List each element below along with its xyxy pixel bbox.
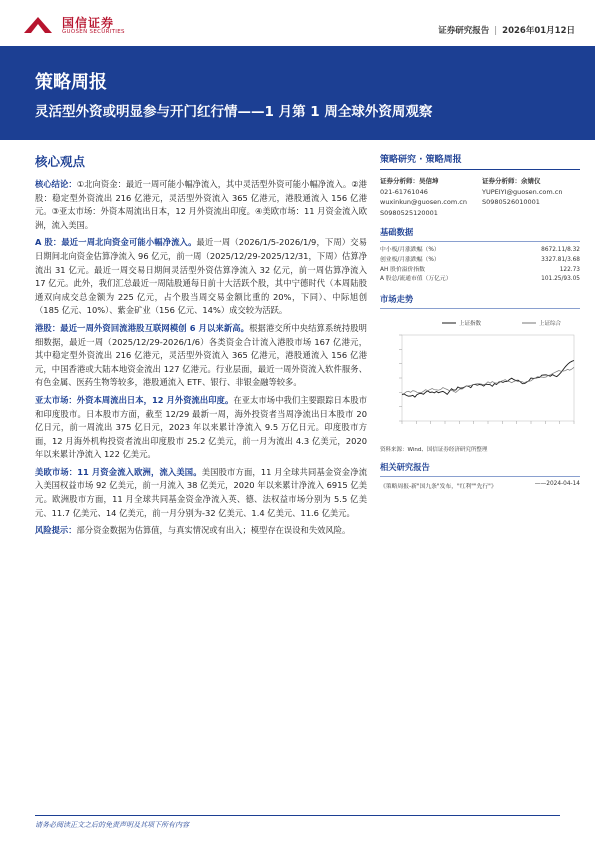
- paragraph-text: ①北向资金：最近一周可能小幅净流入，其中灵活型外资可能小幅净流入。②港股：稳定型外资流出 216 亿港元，灵活型外资流入 365 亿港元，港股通流入 156 亿港元。③亚太市场：外资本周流出日本，12 月外资流出印度。④美欧市场：11 月资金流入欧洲，流入美国。: [35, 179, 367, 230]
- logo-text-en: GUOSEN SECURITIES: [62, 29, 125, 35]
- chart-source: 资料来源：Wind、国信证券经济研究所整理: [380, 446, 488, 453]
- paragraph-text: 部分资金数据为估算值，与真实情况或有出入；模型存在误设和失效风险。: [76, 525, 351, 536]
- analyst-cert: S0980525120001: [380, 208, 438, 217]
- report-date: 2026年01月12日: [502, 26, 575, 36]
- chart-frame: [402, 335, 574, 421]
- basic-data-value: 3327.81/3.68: [541, 256, 580, 263]
- paragraph-text: 美国股市方面，11 月全球共同基金资金净流入美国权益市场 92 亿美元，前一月流入 38 亿美元，2020 年以来累计净流入 6915 亿美元。欧洲股市方面，11 月全球共同基金资金净流入英、德、法权益市场分别为 5.5 亿美元、11.7 亿美元、14 亿美元，前一月分别为-32 亿美元、1.4 亿美元、11.6 亿美元。: [35, 466, 368, 518]
- report-title: 策略周报: [35, 72, 107, 93]
- market-chart: [380, 313, 580, 443]
- header-separator: |: [494, 26, 498, 36]
- page-header: [0, 0, 595, 46]
- basic-data-title: 基础数据: [380, 226, 580, 242]
- basic-data-row: [380, 275, 580, 285]
- title-banner: [0, 46, 595, 140]
- paragraph-label: 核心结论：: [35, 179, 77, 189]
- core-heading: 核心观点: [35, 154, 86, 169]
- basic-data-value: 122.73: [559, 266, 580, 273]
- basic-data-value: 101.25/93.05: [541, 276, 580, 283]
- header-meta: [438, 24, 575, 36]
- market-chart-title: 市场走势: [380, 293, 580, 309]
- guosen-logo: [20, 13, 170, 37]
- core-paragraph: [35, 524, 367, 538]
- related-title: 相关研究报告: [380, 461, 580, 477]
- paragraph-label: A 股：最近一周北向资金可能小幅净流入。: [35, 237, 197, 248]
- related-report-date: ——2024-04-14: [534, 480, 580, 487]
- logo-text-cn: 国信证券: [62, 16, 115, 30]
- analyst-1: [380, 176, 478, 218]
- core-paragraphs: [35, 178, 367, 538]
- guosen-logo-icon: [20, 13, 56, 37]
- footer-divider: [35, 815, 560, 816]
- core-paragraph: [35, 322, 367, 390]
- core-paragraph: [35, 178, 367, 232]
- paragraph-text: 最近一周（2026/1/5-2026/1/9，下周）交易日期间北向资金估算净流入 96 亿元，前一周（2025/12/29-2025/12/31，下周）估算净流出 31 亿元。最近一周交易日期间灵活型外资估算净流入 32 亿元，前一周估算净流入 17 亿元。此外，我们汇总最近一周陆股通每日前十大活跃个股，其中宁德时代（本周陆股通双向成交总金额为 225 亿元，占个股当周交易金额比重的 20%，下同）、中际旭创（185 亿元、10%）、紫金矿业（156 亿元、14%）成交较为活跃。: [35, 237, 368, 316]
- report-subtitle: 灵活型外资或明显参与开门红行情——1 月第 1 周全球外资周观察: [35, 104, 433, 120]
- sidebar-header: 策略研究 · 策略周报: [380, 152, 580, 170]
- basic-data-value: 8672.11/8.32: [541, 247, 580, 254]
- core-paragraph: [35, 236, 367, 318]
- footer-disclaimer: 请务必阅读正文之后的免责声明及其项下所有内容: [35, 821, 189, 829]
- analyst-name: 证券分析师：吴信坤: [380, 177, 439, 185]
- core-section: [35, 152, 367, 542]
- analyst-cert: S0980526010001: [482, 198, 540, 207]
- paragraph-label: 风险提示：: [35, 525, 77, 536]
- basic-data-table: [380, 246, 580, 284]
- paragraph-label: 亚太市场：外资本周流出日本，12 月外资流出印度。: [35, 394, 234, 405]
- report-type: 证券研究报告: [438, 26, 490, 36]
- market-chart-svg: [380, 313, 580, 443]
- basic-data-key: 中小板/月涨跌幅（%）: [380, 247, 440, 254]
- legend-label: 上证综合: [539, 320, 562, 327]
- paragraph-text: 在亚太市场中我们主要跟踪日本股市和印度股市。日本股市方面，截至 12/29 最新一周，海外投资者当周净流出日本股市 20 亿日元，前一周流出 375 亿日元，2023 年以来累计净流入 9.5 万亿日元。印度股市方面，12 月海外机构投资者流出印度股市 25.2 亿美元，前一月为流出 4.3 亿美元，2020 年以来累计净流入 122 亿美元。: [35, 394, 367, 460]
- paragraph-label: 美欧市场：11 月资金流入欧洲，流入美国。: [35, 466, 202, 477]
- series-line-1: [402, 367, 574, 394]
- basic-data-row: [380, 246, 580, 256]
- core-paragraph: [35, 394, 367, 462]
- paragraph-text: 根据港交所中央结算系统持股明细数据，最近一周（2025/12/29-2026/1/6）各类资金合计流入港股市场 167 亿港元，其中稳定型外资流出 216 亿港元，灵活型外资流入 365 亿港元，港股通流入 156 亿港元，中国香港或大陆本地资金流出 127 亿港元。行业层面，最近一周外资流入软件服务、有色金属、医药生物等较多，港股通流入 ETF、银行、非银金融等较多。: [35, 322, 367, 388]
- analyst-info: [380, 176, 580, 218]
- paragraph-label: 港股：最近一周外资回流港股互联网模创 6 月以来新高。: [35, 322, 250, 333]
- related-report-title[interactable]: 《策略周报-新"国九条"发布，"红利""先行"》: [380, 483, 497, 490]
- analyst-name: 证券分析师：余婧仪: [482, 177, 541, 185]
- series-line-0: [402, 360, 574, 397]
- basic-data-row: [380, 256, 580, 266]
- basic-data-key: 创业板/月涨跌幅（%）: [380, 256, 440, 263]
- analyst-2: [482, 176, 580, 218]
- legend-label: 上证指数: [459, 320, 482, 327]
- basic-data-key: AH 股价溢价指数: [380, 266, 425, 273]
- analyst-email[interactable]: YUPEIYI@guosen.com.cn: [482, 187, 563, 196]
- analyst-phone: 021-61761046: [380, 187, 428, 196]
- basic-data-row: [380, 266, 580, 276]
- sidebar: [380, 152, 580, 490]
- core-paragraph: [35, 466, 367, 520]
- analyst-email[interactable]: wuxinkun@guosen.com.cn: [380, 198, 467, 207]
- related-report[interactable]: [380, 481, 580, 490]
- basic-data-key: A 股总/流通市值（万亿元）: [380, 276, 452, 283]
